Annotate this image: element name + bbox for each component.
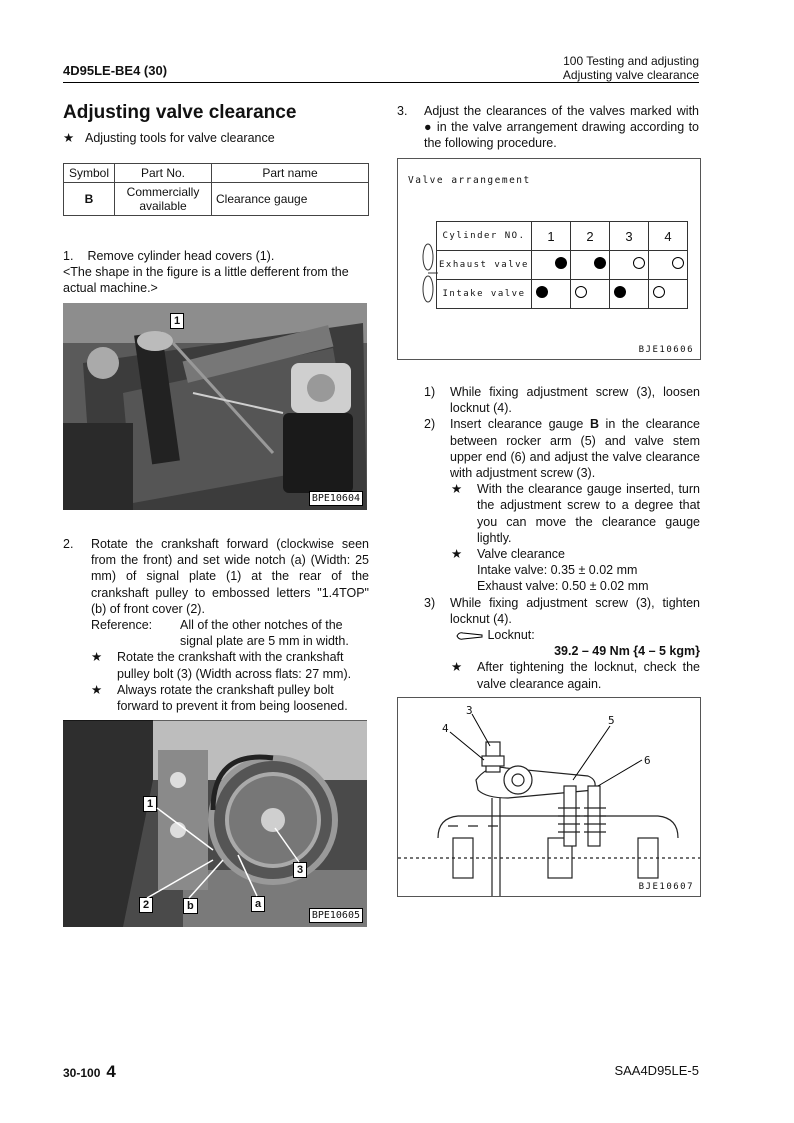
footer-page <box>63 1062 116 1082</box>
substep-text: While fixing adjustment screw (3), loosen locknut (4). <box>450 385 700 416</box>
step1-number: 1. <box>63 249 74 263</box>
step2-number: 2. <box>63 537 74 551</box>
step1-note: <The shape in the figure is a little defferent from the actual machine.> <box>63 265 349 296</box>
figure-caption: BPE10604 <box>309 491 363 506</box>
table-header-row <box>64 164 369 183</box>
cylinder-number: 4 <box>649 222 688 251</box>
valve-row-exhaust <box>437 251 688 280</box>
header-section-line1: 100 Testing and adjusting <box>563 54 699 68</box>
figure-label: 5 <box>608 714 617 727</box>
substeps <box>424 384 700 692</box>
step1-text: Remove cylinder head covers (1). <box>87 249 275 263</box>
figure-caption: BJE10606 <box>638 345 694 355</box>
table-cell-symbol: B <box>64 183 115 216</box>
table-cell-part-name: Clearance gauge <box>212 183 369 216</box>
figure-label: 2 <box>139 897 153 913</box>
valve-clearance-heading: Valve clearance <box>477 547 566 562</box>
valve-cell <box>532 280 552 309</box>
step2-reference: All of the other notches of the signal plate are 5 mm in width. <box>180 618 349 649</box>
step2-bullet: Always rotate the crankshaft pulley bolt forward to prevent it from being loosened. <box>117 682 348 714</box>
valve-header-row <box>437 222 688 251</box>
table-header-cell: Part name <box>212 164 369 183</box>
substep-number: 2) <box>424 417 436 432</box>
valve-cell <box>649 280 669 309</box>
substep-number: 3) <box>424 595 436 610</box>
star-icon: ★ <box>451 660 463 675</box>
header-section-line2: Adjusting valve clearance <box>562 68 699 82</box>
open-circle-icon <box>653 286 665 298</box>
cylinder-number: 3 <box>610 222 649 251</box>
substep-number: 1) <box>424 385 436 399</box>
step1 <box>63 248 369 297</box>
header-model: 4D95LE-BE4 (30) <box>63 63 168 78</box>
substep-text: Insert clearance gauge B in the clearance between rocker arm (5) and valve stem upper end (6) and adjust the valve clearance with adjustment screw (3). <box>450 417 700 481</box>
footer-page-number: 30-100 <box>63 1066 101 1080</box>
filled-circle-icon <box>536 286 548 298</box>
valve-cell <box>649 251 669 280</box>
tools-intro: ★ Adjusting tools for valve clearance <box>63 131 275 145</box>
filled-circle-icon <box>555 257 567 269</box>
exhaust-clearance: Exhaust valve: 0.50 ± 0.02 mm <box>477 579 649 594</box>
figure-label: b <box>183 898 198 914</box>
step2-reference-label: Reference: <box>91 618 153 633</box>
valve-cell <box>551 251 571 280</box>
valve-cell <box>571 280 591 309</box>
step3-number: 3. <box>397 104 408 118</box>
valve-cell <box>610 280 630 309</box>
table-header-cell: Part No. <box>115 164 212 183</box>
star-icon: ★ <box>63 131 75 145</box>
valve-figure-title: Valve arrangement <box>408 175 531 186</box>
substep-bullet: After tightening the locknut, check the valve clearance again. <box>477 660 700 691</box>
filled-circle-icon <box>614 286 626 298</box>
figure-caption: BPE10605 <box>309 908 363 923</box>
cylinder-number: 1 <box>532 222 571 251</box>
open-circle-icon <box>575 286 587 298</box>
valve-col-header: Cylinder NO. <box>437 222 532 251</box>
wrench-icon <box>456 631 484 641</box>
substep-bullet: With the clearance gauge inserted, turn the adjustment screw to a degree that you can move the clearance gauge lightly. <box>477 482 700 545</box>
step3 <box>397 103 699 152</box>
engine-photo-figure <box>63 303 367 510</box>
fan-icon <box>418 243 438 303</box>
cylinder-number: 2 <box>571 222 610 251</box>
header-rule <box>63 82 699 83</box>
figure-label: 4 <box>442 722 451 735</box>
substep-text: While fixing adjustment screw (3), tighten locknut (4). <box>450 595 700 626</box>
table-cell-part-no: Commercially available <box>115 183 212 216</box>
figure-caption: BJE10607 <box>638 882 694 892</box>
step3-text: Adjust the clearances of the valves marked with ● in the valve arrangement drawing according to the following procedure. <box>424 104 699 151</box>
footer-revision: 4 <box>106 1062 116 1081</box>
figure-label: 6 <box>644 754 653 767</box>
figure-label: 1 <box>143 796 157 812</box>
valve-cell <box>590 280 610 309</box>
star-icon: ★ <box>91 682 103 697</box>
valve-cell <box>629 251 649 280</box>
rocker-arm-figure <box>397 697 701 897</box>
valve-cell <box>551 280 571 309</box>
figure-label: 3 <box>293 862 307 878</box>
figure-label: 3 <box>466 704 475 717</box>
pulley-photo-figure <box>63 720 367 927</box>
table-row <box>64 183 369 216</box>
step2-text: Rotate the crankshaft forward (clockwise seen from the front) and set wide notch (a) (Width: 25 mm) of signal plate (1) at the rear of the crankshaft pulley to embossed letters "1.4TOP" (b) of front cover (2). <box>91 537 369 616</box>
leader-lines <box>63 720 367 927</box>
valve-cell <box>610 251 630 280</box>
locknut-torque: 39.2 – 49 Nm {4 – 5 kgm} <box>554 644 700 659</box>
engine-photo-illustration <box>63 303 367 510</box>
table-header-cell: Symbol <box>64 164 115 183</box>
filled-circle-icon <box>594 257 606 269</box>
page-title: Adjusting valve clearance <box>63 102 297 123</box>
valve-arrangement-figure <box>397 158 701 360</box>
step2 <box>63 536 369 714</box>
valve-arrangement-table <box>436 221 688 309</box>
valve-cell <box>629 280 649 309</box>
header-section <box>563 54 699 82</box>
valve-cell <box>571 251 591 280</box>
intake-clearance: Intake valve: 0.35 ± 0.02 mm <box>477 563 638 578</box>
valve-cell <box>668 251 688 280</box>
open-circle-icon <box>672 257 684 269</box>
valve-cell <box>590 251 610 280</box>
locknut-label: Locknut: <box>487 628 535 643</box>
step2-bullet: Rotate the crankshaft with the crankshaft pulley bolt (3) (Width across flats: 27 mm). <box>117 650 352 681</box>
star-icon: ★ <box>91 650 103 665</box>
open-circle-icon <box>633 257 645 269</box>
figure-label: 1 <box>170 313 184 329</box>
valve-row-label: Exhaust valve <box>437 251 532 280</box>
star-icon: ★ <box>451 482 463 497</box>
valve-row-label: Intake valve <box>437 280 532 309</box>
star-icon: ★ <box>451 547 463 562</box>
valve-cell <box>532 251 552 280</box>
valve-cell <box>668 280 688 309</box>
figure-label: a <box>251 896 265 912</box>
footer-doc-id: SAA4D95LE-5 <box>614 1063 699 1078</box>
valve-row-intake <box>437 280 688 309</box>
tools-table <box>63 163 369 216</box>
